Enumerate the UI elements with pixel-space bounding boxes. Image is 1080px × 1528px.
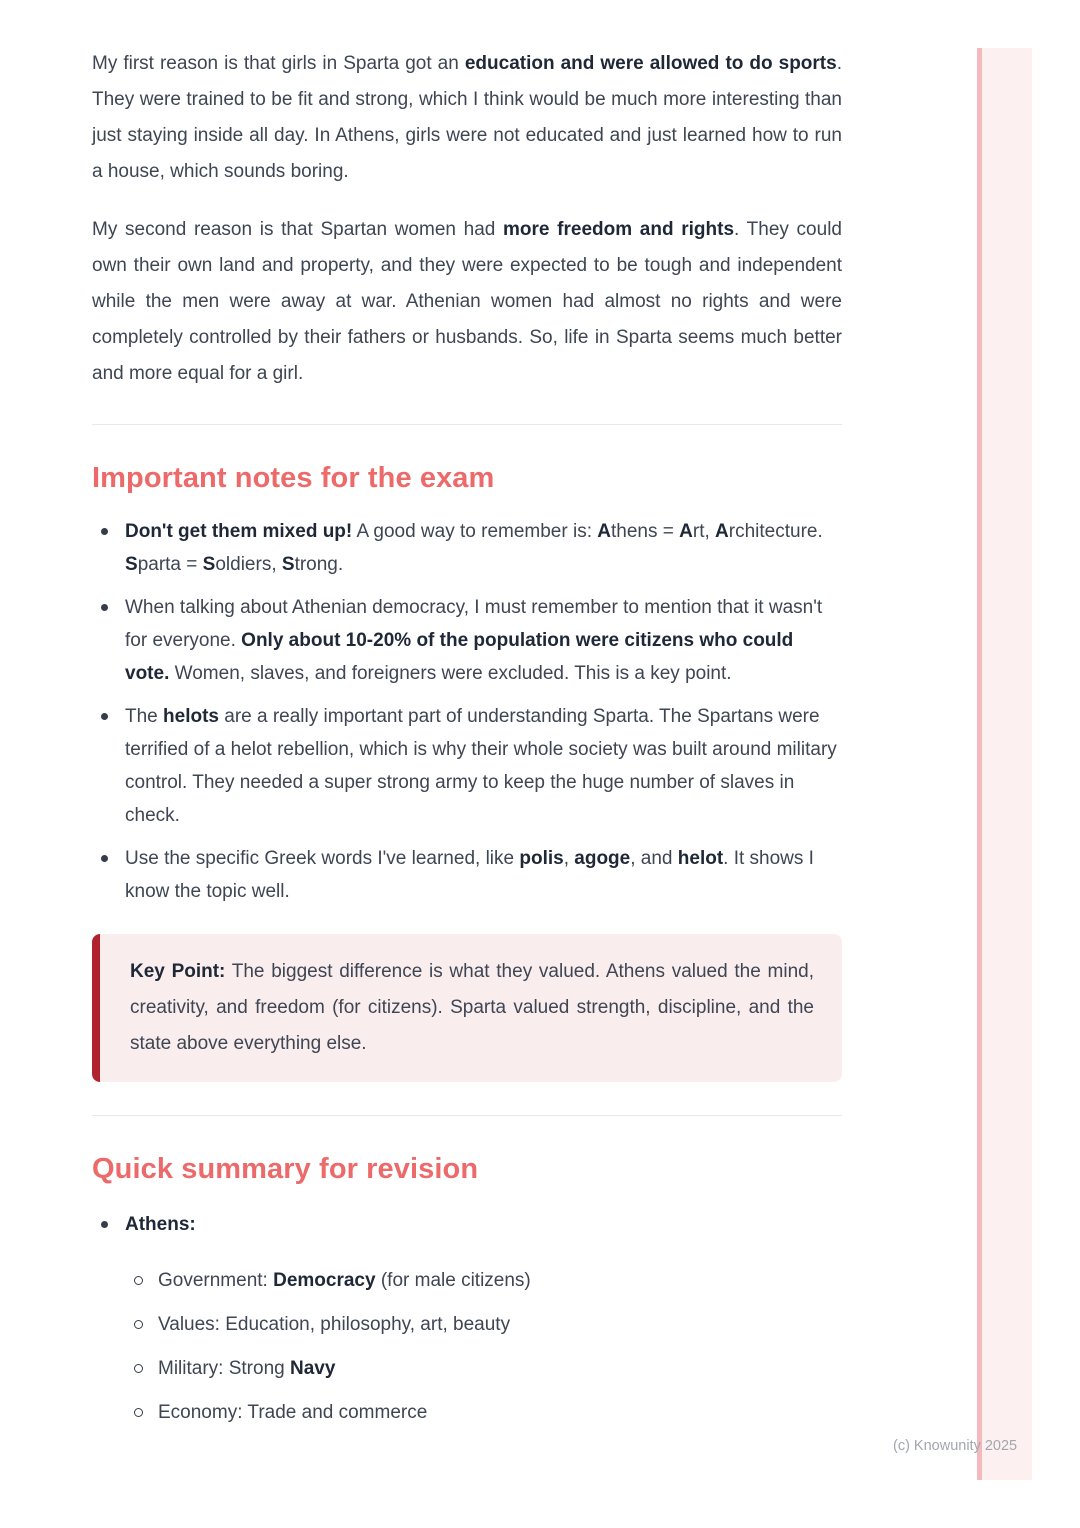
- keypoint-text: Key Point: The biggest difference is what they valued. Athens valued the mind, creativity, and freedom (for citizens). Sparta valued strength, discipline, and the state above everything else.: [130, 961, 814, 1054]
- list-item-text: The helots are a really important part of understanding Sparta. The Spartans were terrified of a helot rebellion, which is why their whole society was built around military control. They needed a super strong army to keep the huge number of slaves in check.: [125, 706, 837, 826]
- document-content: [92, 0, 842, 1429]
- list-item-text: When talking about Athenian democracy, I must remember to mention that it wasn't for everyone. Only about 10-20% of the population were citizens who could vote. Women, slaves, and foreigners were excluded. This is a key point.: [125, 597, 823, 684]
- list-item-text: Use the specific Greek words I've learned, like polis, agoge, and helot. It shows I know the topic well.: [125, 848, 814, 902]
- list-item-athens: [92, 1208, 842, 1241]
- keypoint-callout: [92, 934, 842, 1082]
- circle-bullet-icon: [134, 1364, 143, 1373]
- paragraph-second-reason: My second reason is that Spartan women had more freedom and rights. They could own their own land and property, and they were expected to be tough and independent while the men were away at war. Athenian women had almost no rights and were completely controlled by their fathers or husbands. So, life in Sparta seems much better and more equal for a girl.: [92, 219, 842, 384]
- copyright-watermark: (c) Knowunity 2025: [893, 1438, 1018, 1454]
- sub-list-item-text: Values: Education, philosophy, art, beauty: [158, 1314, 511, 1335]
- sub-list-item-text: Government: Democracy (for male citizens): [158, 1270, 531, 1291]
- list-item-text: Athens:: [125, 1214, 196, 1235]
- exam-notes-heading: Important notes for the exam: [92, 462, 495, 494]
- summary-list: [92, 1208, 842, 1241]
- bullet-icon: [101, 855, 108, 862]
- list-item: [92, 515, 842, 581]
- paragraph-first-reason: My first reason is that girls in Sparta got an education and were allowed to do sports. They were trained to be fit and strong, which I think would be much more interesting than just staying inside all day. In Athens, girls were not educated and just learned how to run a house, which sounds boring.: [92, 53, 842, 182]
- list-item: [92, 842, 842, 908]
- sub-list-item: [92, 1396, 842, 1429]
- page-edge-stripe: [977, 48, 1032, 1480]
- list-item: [92, 591, 842, 690]
- bullet-icon: [101, 713, 108, 720]
- exam-notes-list: [92, 515, 842, 908]
- circle-bullet-icon: [134, 1320, 143, 1329]
- bullet-icon: [101, 604, 108, 611]
- circle-bullet-icon: [134, 1276, 143, 1285]
- summary-heading: Quick summary for revision: [92, 1153, 479, 1185]
- bullet-icon: [101, 1221, 108, 1228]
- sub-list-item: [92, 1308, 842, 1341]
- sub-list-item: [92, 1352, 842, 1385]
- section-divider: [92, 1115, 842, 1116]
- list-item-text: Don't get them mixed up! A good way to remember is: Athens = Art, Architecture. Sparta = Soldiers, Strong.: [125, 521, 823, 575]
- circle-bullet-icon: [134, 1408, 143, 1417]
- athens-sub-list: [92, 1264, 842, 1429]
- sub-list-item-text: Military: Strong Navy: [158, 1358, 336, 1379]
- list-item: [92, 700, 842, 832]
- section-divider: [92, 424, 842, 425]
- sub-list-item-text: Economy: Trade and commerce: [158, 1402, 428, 1423]
- sub-list-item: [92, 1264, 842, 1297]
- bullet-icon: [101, 528, 108, 535]
